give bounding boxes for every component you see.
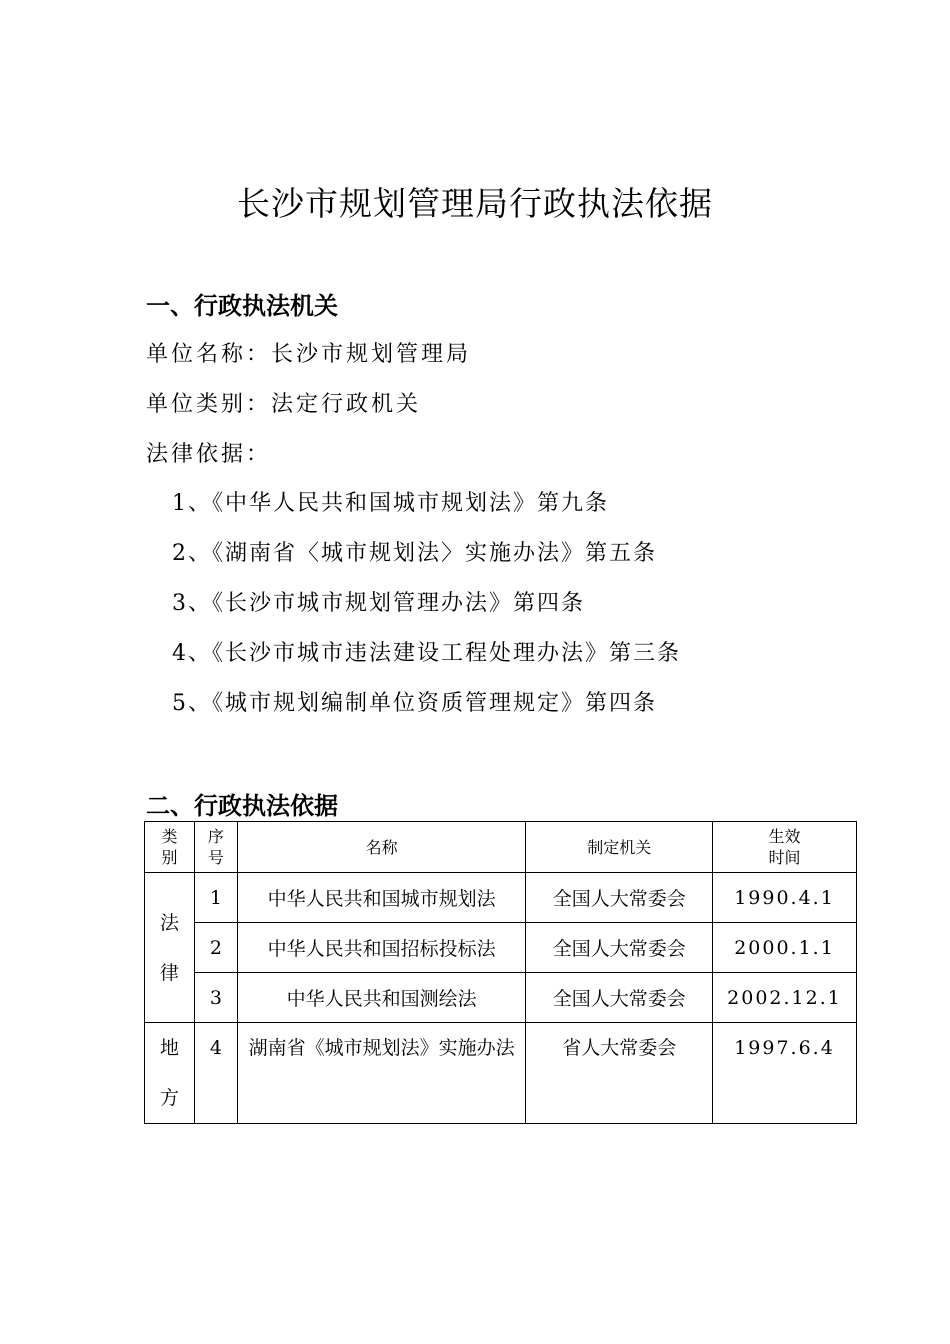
law-item: 4、《长沙市城市违法建设工程处理办法》第三条 [172, 641, 681, 666]
header-effective [713, 822, 857, 873]
seq-cell: 1 [194, 873, 237, 923]
header-name: 名称 [237, 822, 526, 873]
authority-cell: 省人大常委会 [526, 1023, 713, 1124]
unit-type: 单位类别：法定行政机关 [146, 392, 422, 417]
law-item: 3、《长沙市城市规划管理办法》第四条 [172, 591, 585, 616]
seq-cell: 3 [194, 973, 237, 1023]
seq-cell: 2 [194, 923, 237, 973]
table-header-row [145, 822, 857, 873]
category-local [145, 1023, 195, 1124]
date-cell: 2000.1.1 [713, 923, 857, 973]
header-seq [194, 822, 237, 873]
header-text: 生效 [768, 827, 801, 846]
header-text: 时间 [768, 848, 801, 867]
header-text: 类 [161, 827, 178, 846]
authority-cell: 全国人大常委会 [526, 923, 713, 973]
name-cell: 中华人民共和国城市规划法 [237, 873, 526, 923]
header-authority: 制定机关 [526, 822, 713, 873]
category-text: 法 [159, 911, 179, 934]
unit-name: 单位名称：长沙市规划管理局 [146, 342, 472, 367]
authority-cell: 全国人大常委会 [526, 873, 713, 923]
authority-cell: 全国人大常委会 [526, 973, 713, 1023]
header-text: 别 [161, 848, 178, 867]
law-item: 2、《湖南省〈城市规划法〉实施办法》第五条 [172, 541, 657, 566]
name-cell: 湖南省《城市规划法》实施办法 [237, 1023, 526, 1124]
category-law [145, 873, 195, 1023]
header-text: 号 [207, 848, 224, 867]
section-2-heading: 二、行政执法依据 [146, 792, 338, 820]
date-cell: 1997.6.4 [713, 1023, 857, 1124]
law-item: 1、《中华人民共和国城市规划法》第九条 [172, 491, 609, 516]
date-cell: 2002.12.1 [713, 973, 857, 1023]
basis-label: 法律依据： [146, 442, 272, 467]
seq-cell: 4 [194, 1023, 237, 1124]
table-row [145, 923, 857, 973]
header-category [145, 822, 195, 873]
date-cell: 1990.4.1 [713, 873, 857, 923]
table-row [145, 873, 857, 923]
table-row [145, 973, 857, 1023]
header-text: 序 [207, 827, 224, 846]
category-text: 律 [159, 961, 179, 984]
category-text: 地 [159, 1037, 179, 1059]
page-title: 长沙市规划管理局行政执法依据 [237, 184, 713, 223]
category-text: 方 [159, 1087, 179, 1109]
name-cell: 中华人民共和国测绘法 [237, 973, 526, 1023]
table-row [145, 1023, 857, 1124]
basis-table [144, 821, 857, 1124]
name-cell: 中华人民共和国招标投标法 [237, 923, 526, 973]
law-item: 5、《城市规划编制单位资质管理规定》第四条 [172, 691, 657, 716]
section-1-heading: 一、行政执法机关 [146, 292, 338, 320]
